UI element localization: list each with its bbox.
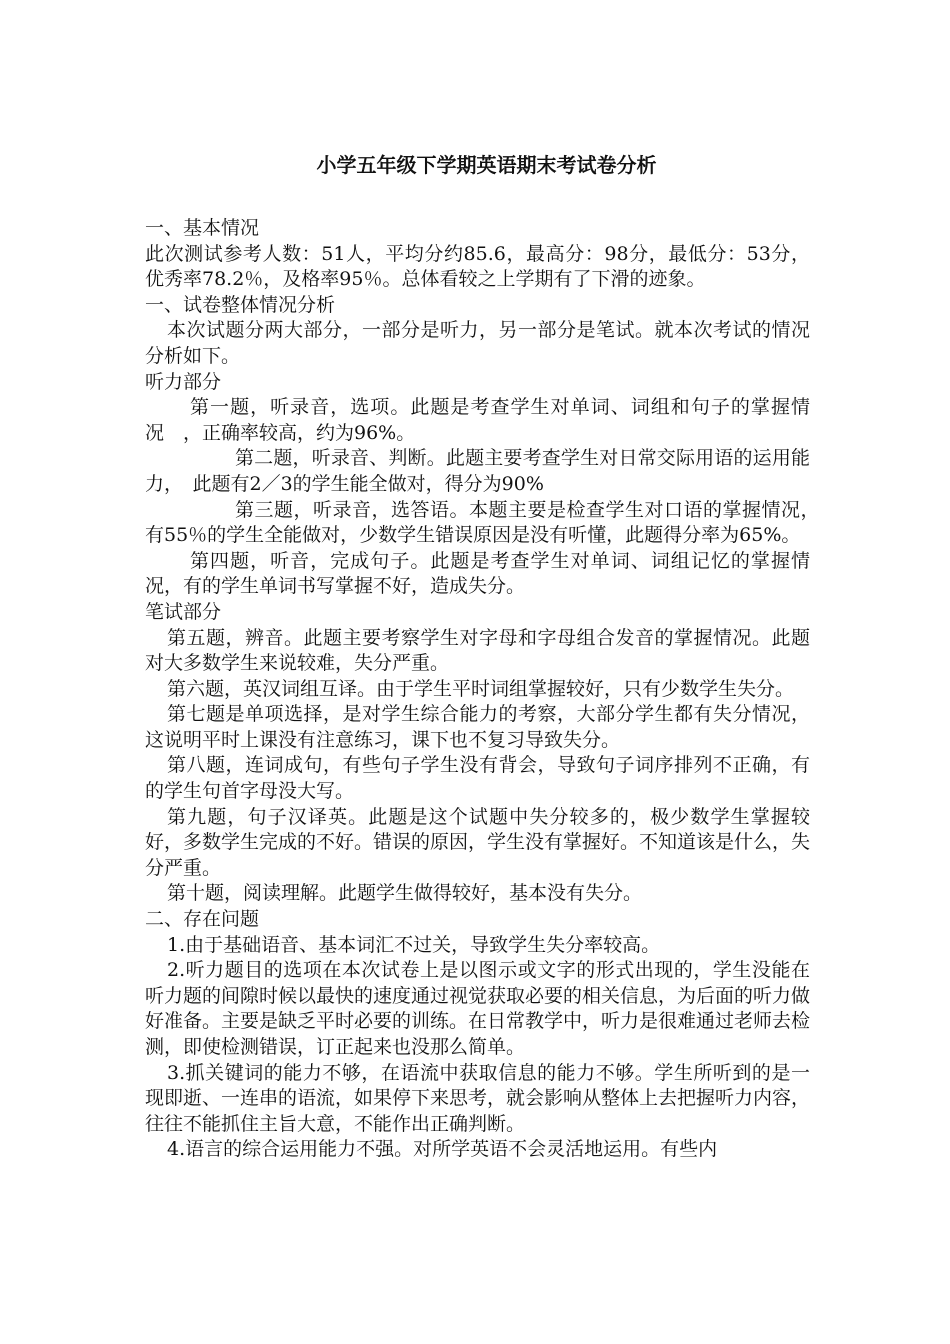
document-title: 小学五年级下学期英语期末考试卷分析 bbox=[316, 153, 657, 177]
paragraph-q5: 第五题，辨音。此题主要考察学生对字母和字母组合发音的掌握情况。此题对大多数学生来说较难，失分严重。 bbox=[145, 626, 810, 675]
paragraph-q2: 第二题，听录音、判断。此题主要考查学生对日常交际用语的运用能力， 此题有2／3的学生能全做对，得分为90% bbox=[145, 447, 810, 495]
subheading-written: 笔试部分 bbox=[145, 600, 222, 623]
paragraph-q9: 第九题，句子汉译英。此题是这个试题中失分较多的，极少数学生掌握较好，多数学生完成的不好。错误的原因，学生没有掌握好。不知道该是什么，失分严重。 bbox=[145, 805, 811, 879]
paragraph-intro: 本次试题分两大部分，一部分是听力，另一部分是笔试。就本次考试的情况分析如下。 bbox=[145, 319, 810, 367]
paragraph-q10: 第十题，阅读理解。此题学生做得较好，基本没有失分。 bbox=[167, 882, 643, 905]
paragraph-problem-2: 2.听力题目的选项在本次试卷上是以图示或文字的形式出现的，学生没能在听力题的间隙时候以最快的速度通过视觉获取必要的相关信息，为后面的听力做好准备。主要是缺乏平时必要的训练。在日常教学中，听力是很难通过老师去检测，即使检测错误，订正起来也没那么简单。 bbox=[145, 959, 811, 1058]
paragraph-q8: 第八题，连词成句，有些句子学生没有背会，导致句子词序排列不正确，有的学生句首字母没大写。 bbox=[145, 754, 810, 803]
paragraph-q1: 第一题，听录音，选项。此题是考查学生对单词、词组和句子的掌握情况 ，正确率较高，约为96%。 bbox=[145, 396, 810, 444]
subheading-listening: 听力部分 bbox=[145, 370, 222, 393]
paragraph-problem-1: 1.由于基础语音、基本词汇不过关，导致学生失分率较高。 bbox=[167, 933, 661, 956]
section-heading-problems: 二、存在问题 bbox=[145, 908, 260, 931]
paragraph-problem-4: 4.语言的综合运用能力不强。对所学英语不会灵活地运用。有些内 bbox=[167, 1138, 718, 1161]
paragraph-statistics: 此次测试参考人数：51人，平均分约85.6，最高分：98分，最低分：53分，优秀率78.2％，及格率95％。总体看较之上学期有了下滑的迹象。 bbox=[145, 242, 810, 291]
paragraph-q6: 第六题，英汉词组互译。由于学生平时词组掌握较好，只有少数学生失分。 bbox=[167, 677, 795, 700]
document-page bbox=[145, 150, 849, 1163]
section-heading-overall: 一、试卷整体情况分析 bbox=[145, 293, 336, 316]
section-heading-basic: 一、基本情况 bbox=[145, 217, 260, 239]
paragraph-q4: 第四题，听音，完成句子。此题是考查学生对单词、词组记忆的掌握情况，有的学生单词书写掌握不好，造成失分。 bbox=[145, 549, 810, 598]
paragraph-q3: 第三题，听录音，选答语。本题主要是检查学生对口语的掌握情况， 有55％的学生全能做对，少数学生错误原因是没有听懂，此题得分率为65%。 bbox=[145, 498, 849, 547]
paragraph-q7: 第七题是单项选择，是对学生综合能力的考察，大部分学生都有失分情况，这说明平时上课没有注意练习，课下也不复习导致失分。 bbox=[145, 703, 810, 751]
paragraph-problem-3: 3.抓关键词的能力不够，在语流中获取信息的能力不够。学生所听到的是一现即逝、一连串的语流，如果停下来思考，就会影响从整体上去把握听力内容，往往不能抓住主旨大意，不能作出正确判断。 bbox=[145, 1061, 811, 1135]
